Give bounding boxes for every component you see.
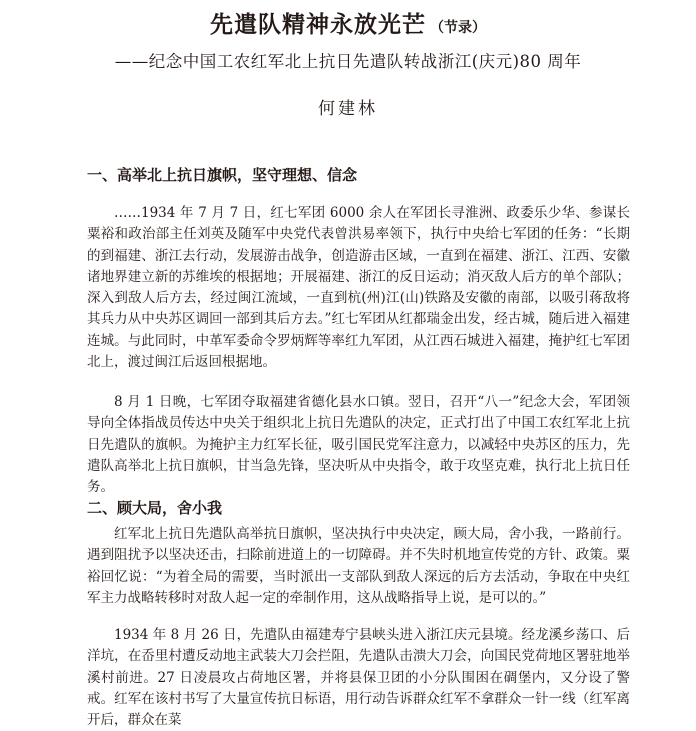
title-note: （节录） — [430, 20, 486, 36]
section-heading-2: 二、顾大局，舍小我 — [87, 499, 223, 517]
section-heading-1: 一、高举北上抗日旗帜，坚守理想、信念 — [87, 166, 358, 184]
article-subtitle: ——纪念中国工农红军北上抗日先遣队转战浙江(庆元)80 周年 — [114, 52, 582, 71]
paragraph: 红军北上抗日先遣队高举抗日旗帜，坚决执行中央决定，顾大局，舍小我，一路前行。遇到阻扰予以坚决还击，扫除前进道上的一切障碍。并不失时机地宣传党的方针、政策。粟裕回忆说：“为着全局的需要，当时派出一支部队到敌人深远的后方去活动，争取在中央红军主力战略转移时对敌人起一定的牵制作用，这从战略指导上说，是可以的。” — [87, 526, 630, 606]
paragraph: 8 月 1 日晚，七军团夺取福建省德化县水口镇。翌日，召开“八一”纪念大会，军团领导向全体指战员传达中央关于组织北上抗日先遣队的决定，正式打出了中国工农红军北上抗日先遣队的旗帜。为掩护主力红军长征，吸引国民党军注意力，以减轻中央苏区的压力，先遣队高举北上抗日旗帜，甘当急先锋，坚决听从中央指令，敢于攻坚克难，执行北上抗日任务。 — [87, 394, 630, 496]
title-text: 先遣队精神永放光芒 — [210, 12, 426, 38]
article-author: 何建林 — [318, 99, 378, 119]
article-title — [0, 6, 696, 39]
paragraph: 1934 年 8 月 26 日，先遣队由福建寿宁县峡头进入浙江庆元县境。经龙溪乡荡口、后洋坑，在岙里村遭反动地主武装大刀会拦阻，先遣队击溃大刀会，向国民党荷地区署驻地举溪村前进。27 日凌晨攻占荷地区署，并将县保卫团的小分队围困在碉堡内，又分设了警戒。红军在该村书写了大量宣传抗日标语，用行动告诉群众红军不拿群众一针一线（红军离开后，群众在菜 — [87, 627, 630, 729]
paragraph: ……1934 年 7 月 7 日，红七军团 6000 余人在军团长寻淮洲、政委乐少华、参谋长粟裕和政治部主任刘英及随军中央党代表曾洪易率领下，执行中央给七军团的任务：“长期的到福建、浙江去行动，发展游击战争，创造游击区域，一直到在福建、浙江、江西、安徽诸地界建立新的苏维埃的根据地；开展福建、浙江的反日运动；消灭敌人后方的单个部队；深入到敌人后方去，经过闽江流域，一直到杭(州)江(山)铁路及安徽的南部，以吸引蒋敌将其兵力从中央苏区调回一部到其后方去。”红七军团从红都瑞金出发，经古城，随后进入福建连城。与此同时，中革军委命令罗炳辉等率红九军团，从江西石城进入福建，掩护红七军团北上，渡过闽江后返回根据地。 — [87, 205, 630, 371]
